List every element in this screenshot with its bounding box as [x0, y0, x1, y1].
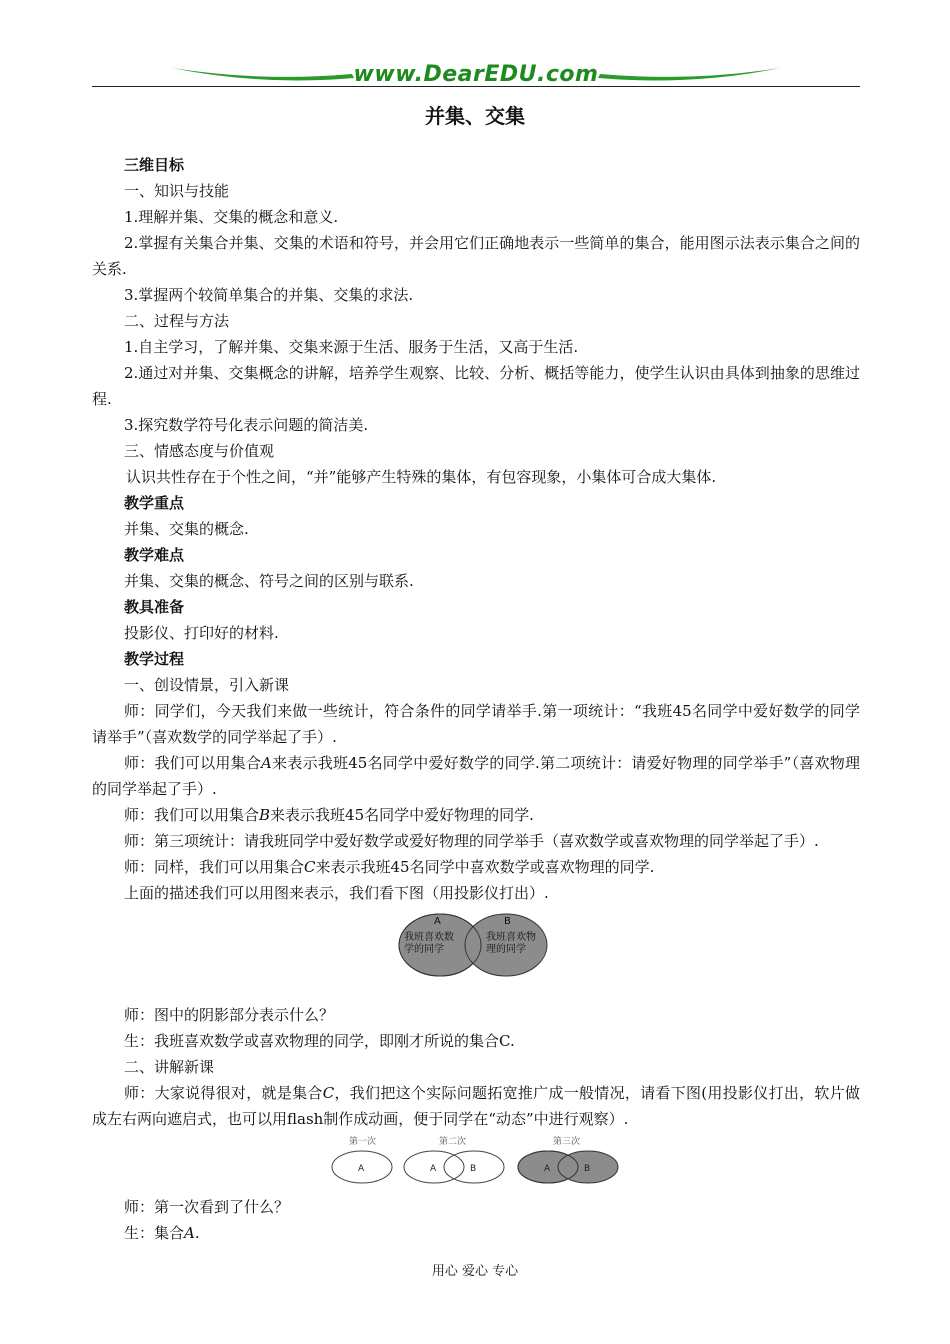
paragraph: 二、过程与方法 — [124, 312, 230, 330]
document-body — [92, 152, 860, 1246]
section-heading: 教具准备 — [124, 598, 185, 616]
set-variable: C — [322, 1084, 335, 1102]
paragraph: 2.掌握有关集合并集、交集的术语和符号，并会用它们正确地表示一些简单的集合，能用图示法表示集合之间的关系. — [92, 234, 860, 278]
paragraph: 生：我班喜欢数学或喜欢物理的同学，即刚才所说的集合C. — [124, 1032, 515, 1050]
paragraph: 师：第一次看到了什么？ — [124, 1198, 290, 1216]
venn-label-a: A — [434, 916, 441, 927]
page-footer: 用心 爱心 专心 — [431, 1264, 519, 1279]
paragraph: 并集、交集的概念. — [124, 520, 249, 538]
paragraph: 1.自主学习，了解并集、交集来源于生活、服务于生活，又高于生活. — [124, 338, 579, 356]
paragraph: 一、创设情景，引入新课 — [124, 676, 290, 694]
set-variable: C — [304, 858, 316, 876]
text-span: 生：集合 — [124, 1224, 185, 1242]
paragraph — [92, 750, 860, 802]
paragraph: 二、讲解新课 — [124, 1058, 215, 1076]
venn-text-b-line2: 理的同学 — [486, 944, 526, 955]
section-heading: 教学难点 — [124, 546, 185, 564]
paragraph — [92, 1220, 860, 1246]
paragraph: 认识共性存在于个性之间，“并”能够产生特殊的集体，有包容现象，小集体可合成大集体. — [126, 468, 717, 486]
paragraph: 师：第三项统计：请我班同学中爱好数学或爱好物理的同学举手（喜欢数学或喜欢物理的同学举起了手）. — [124, 832, 819, 850]
union-venn-diagram — [92, 912, 860, 982]
venn-text-b-line1: 我班喜欢物 — [486, 932, 536, 943]
section-heading: 三维目标 — [124, 156, 185, 174]
paragraph: 师：图中的阴影部分表示什么？ — [124, 1006, 335, 1024]
site-logo-text: www.DearEDU.com — [353, 62, 599, 87]
text-span: ，我们把这个实际问题拓宽推广成一般情况，请看下图(用投影仪打出，软片做成左右两向遮启式，也可以用flash制作成动画，便于同学在“动态”中进行观察）. — [92, 1084, 860, 1128]
venn-label-b: B — [504, 916, 511, 927]
paragraph — [92, 1080, 860, 1132]
text-span: 来表示我班45名同学中爱好数学的同学.第二项统计：请爱好物理的同学举手”（喜欢物理的同学举起了手）. — [92, 754, 860, 798]
venn-diagram-svg — [398, 912, 550, 978]
paragraph: 师：同学们，今天我们来做一些统计，符合条件的同学请举手.第一项统计：“我班45名同学中爱好数学的同学请举手”（喜欢数学的同学举起了手）. — [92, 702, 860, 746]
paragraph: 3.掌握两个较简单集合的并集、交集的求法. — [124, 286, 414, 304]
venn-sequence-diagram — [92, 1134, 860, 1192]
venn-sequence-svg — [330, 1134, 630, 1188]
stage-caption-2: 第二次 — [439, 1137, 467, 1147]
text-span: 师：我们可以用集合 — [124, 754, 262, 772]
stage1-label-a: A — [358, 1164, 365, 1174]
paragraph: 上面的描述我们可以用图来表示，我们看下图（用投影仪打出）. — [124, 884, 549, 902]
text-span: 师：大家说得很对，就是集合 — [124, 1084, 323, 1102]
site-header — [92, 58, 860, 92]
paragraph: 三、情感态度与价值观 — [124, 442, 275, 460]
paragraph: 一、知识与技能 — [124, 182, 230, 200]
venn-text-a-line2: 学的同学 — [404, 944, 444, 955]
text-span: . — [194, 1224, 200, 1242]
stage-caption-1: 第一次 — [349, 1137, 377, 1147]
paragraph: 并集、交集的概念、符号之间的区别与联系. — [124, 572, 414, 590]
stage3-label-b: B — [584, 1164, 591, 1174]
section-heading: 教学重点 — [124, 494, 185, 512]
section-heading: 教学过程 — [124, 650, 185, 668]
paragraph — [92, 802, 860, 828]
venn-text-a-line1: 我班喜欢数 — [404, 932, 454, 943]
paragraph: 2.通过对并集、交集概念的讲解，培养学生观察、比较、分析、概括等能力，使学生认识由具体到抽象的思维过程. — [92, 364, 860, 408]
text-span: 来表示我班45名同学中喜欢数学或喜欢物理的同学. — [315, 858, 655, 876]
text-span: 师：同样，我们可以用集合 — [124, 858, 305, 876]
paragraph: 1.理解并集、交集的概念和意义. — [124, 208, 339, 226]
text-span: 来表示我班45名同学中爱好物理的同学. — [270, 806, 534, 824]
stage2-label-b: B — [470, 1164, 477, 1174]
header-rule — [92, 86, 860, 87]
set-variable: A — [261, 754, 272, 772]
paragraph: 投影仪、打印好的材料. — [124, 624, 279, 642]
stage2-label-a: A — [430, 1164, 437, 1174]
set-variable: B — [259, 806, 271, 824]
text-span: 师：我们可以用集合 — [124, 806, 260, 824]
paragraph — [92, 854, 860, 880]
stage3-label-a: A — [544, 1164, 551, 1174]
paragraph: 3.探究数学符号化表示问题的简洁美. — [124, 416, 369, 434]
page-title: 并集、交集 — [425, 104, 525, 128]
set-variable: A — [184, 1224, 195, 1242]
stage-caption-3: 第三次 — [553, 1137, 581, 1147]
